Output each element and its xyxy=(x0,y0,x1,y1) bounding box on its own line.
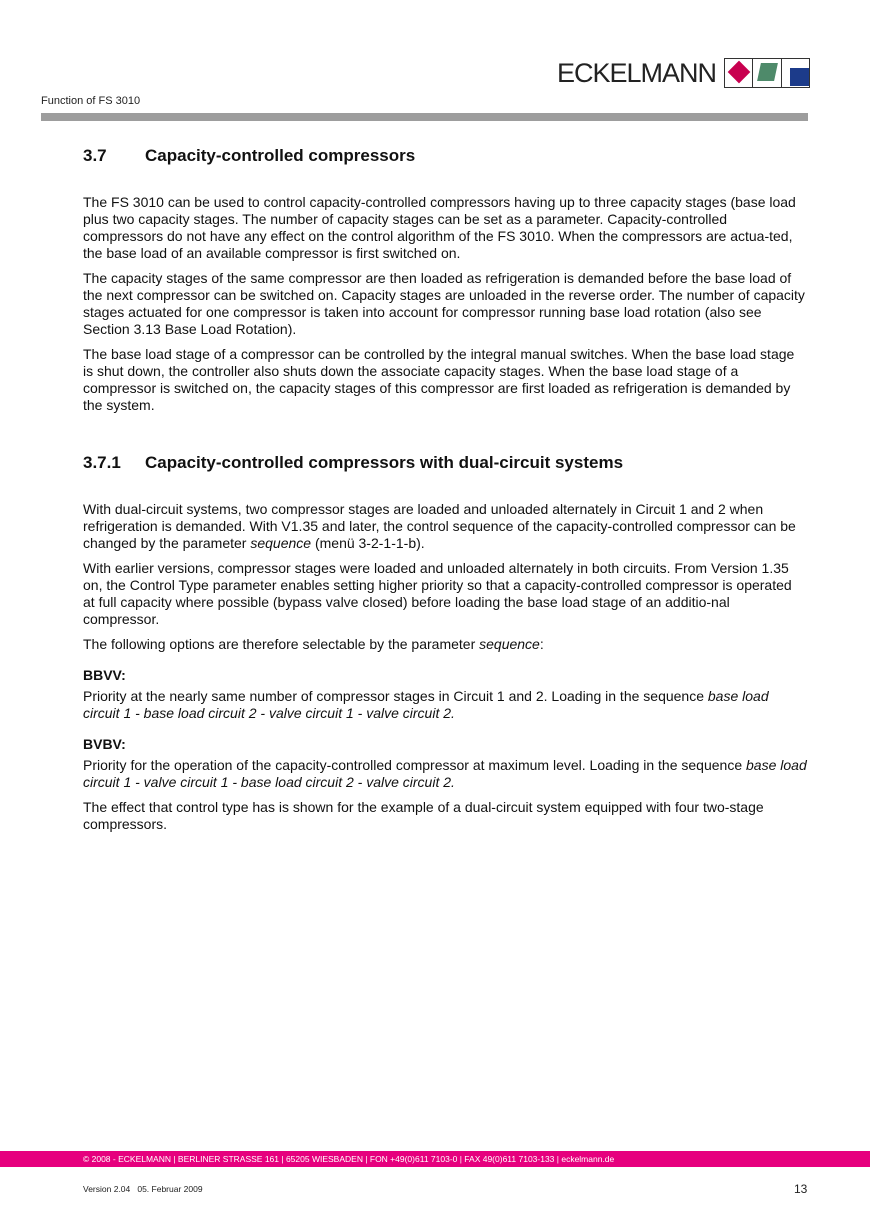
section-heading: 3.7 Capacity-controlled compressors xyxy=(83,146,416,165)
running-title: Function of FS 3010 xyxy=(41,95,141,107)
logo-mark-icon xyxy=(724,58,810,88)
eckelmann-logo: ECKELMANN xyxy=(557,58,717,88)
option-label: BVBV: xyxy=(83,736,126,752)
version-text: Version 2.04 05. Februar 2009 xyxy=(83,1184,203,1194)
paragraph: Priority at the nearly same number of compressor stages in Circuit 1 and 2. Loading in the sequence base load circuit 1 - base load circuit 2 - valve circuit 1 - valve circuit 2. xyxy=(83,688,769,721)
page-number: 13 xyxy=(794,1182,808,1196)
paragraph: Priority for the operation of the capacity-controlled compressor at maximum level. Loading in the sequence base load circuit 1 - valve circuit 1 - base load circuit 2 - valve circuit 2. xyxy=(83,757,807,790)
footer-band xyxy=(0,1151,870,1167)
content xyxy=(83,147,807,841)
paragraph: The base load stage of a compressor can be controlled by the integral manual switches. When the base load stage is shut down, the controller also shuts down the associate capacity stages. When the base load stage of a compressor is switched on, the capacity stages of this compressor are first loaded as refrigeration is demanded by the system. xyxy=(83,346,795,413)
paragraph: The FS 3010 can be used to control capacity-controlled compressors having up to three capacity stages (base load plus two capacity stages. The number of capacity stages can be set as a parameter. Capacity-controlled compressors do not have any effect on the control algorithm of the FS 3010. When the compressors are actua-ted, the base load of an available compressor is first switched on. xyxy=(83,194,796,261)
footer-address: © 2008 - ECKELMANN | BERLINER STRASSE 161 | 65205 WIESBADEN | FON +49(0)611 7103-0 | FAX 49(0)611 7103-133 | eckelmann.de xyxy=(83,1154,615,1164)
header-divider xyxy=(41,113,808,121)
option-label: BBVV: xyxy=(83,667,126,683)
paragraph: With dual-circuit systems, two compressor stages are loaded and unloaded alternately in Circuit 1 and 2 when refrigeration is demanded. With V1.35 and later, the control sequence of the capacity-controlled compressor can be changed by the parameter sequence (menü 3-2-1-1-b). xyxy=(83,501,796,551)
subsection-heading: 3.7.1 Capacity-controlled compressors with dual-circuit systems xyxy=(83,453,624,472)
paragraph: The following options are therefore selectable by the parameter sequence: xyxy=(83,636,544,652)
paragraph: With earlier versions, compressor stages were loaded and unloaded alternately in both circuits. From Version 1.35 on, the Control Type parameter enables setting higher priority so that a capacity-controlled compressor is operated at full capacity where possible (bypass valve closed) before loading the base load stage of an additio-nal compressor. xyxy=(83,560,792,627)
paragraph: The capacity stages of the same compressor are then loaded as refrigeration is demanded before the base load of the next compressor can be switched on. Capacity stages are unloaded in the reverse order. The number of capacity stages actuated for one compressor is taken into account for compressor running base load rotation (also see Section 3.13 Base Load Rotation). xyxy=(83,270,805,337)
paragraph: The effect that control type has is shown for the example of a dual-circuit system equipped with four two-stage compressors. xyxy=(83,799,764,832)
